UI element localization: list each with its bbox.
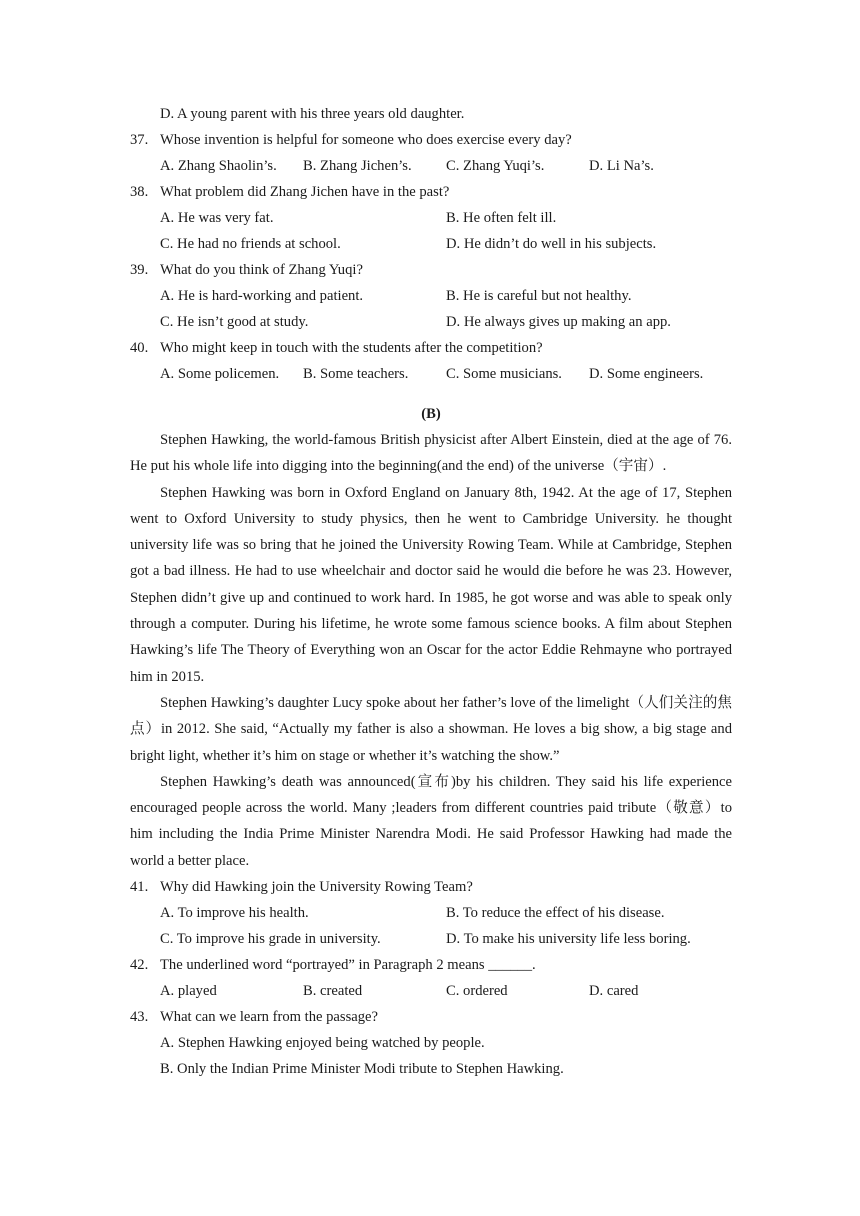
- exam-page: [130, 101, 732, 1082]
- passage-paragraph-4: Stephen Hawking’s death was announced(宣布)by his children. They said his life experience encouraged people across the world. Many ;leaders from different countries paid tribute（敬意）to him including the India Prime Minister Narendra Modi. He said Professor Hawking had made the world a better place.: [130, 773, 732, 869]
- option-c: C. ordered: [446, 983, 508, 1000]
- option-d: D. He didn’t do well in his subjects.: [446, 236, 657, 252]
- option-d: D. cared: [589, 983, 639, 1000]
- question-41-options-row1: [130, 900, 732, 926]
- question-38-options-row1: [130, 205, 732, 231]
- option-a: A. He is hard-working and patient.: [160, 288, 364, 304]
- question-number: 40.: [130, 340, 149, 356]
- question-text: What problem did Zhang Jichen have in the past?: [160, 184, 450, 200]
- option-b: B. He is careful but not healthy.: [446, 288, 632, 304]
- question-text: What can we learn from the passage?: [160, 1009, 378, 1026]
- option-c: C. Some musicians.: [446, 366, 562, 382]
- question-number: 42.: [130, 957, 149, 974]
- passage-paragraph-2: Stephen Hawking was born in Oxford England on January 8th, 1942. At the age of 17, Stephen went to Oxford University to study physics, then he went to Cambridge University. he thought university life was so bring that he joined the University Rowing Team. While at Cambridge, Stephen got a bad illness. He had to use wheelchair and doctor said he would die before he was 23. However, Stephen didn’t give up and continued to work hard. In 1985, he got worse and was able to speak only through a computer. During his lifetime, he wrote some famous science books. A film about Stephen Hawking’s life The Theory of Everything won an Oscar for the actor Eddie Rehmayne who portrayed him in 2015.: [130, 484, 732, 685]
- option-d: D. He always gives up making an app.: [446, 314, 671, 330]
- option-d: D. Li Na’s.: [589, 158, 654, 174]
- question-43: [130, 1004, 732, 1030]
- question-number: 37.: [130, 132, 149, 148]
- option-a: A. Stephen Hawking enjoyed being watched by people.: [160, 1035, 485, 1052]
- option-c: C. He had no friends at school.: [160, 236, 341, 252]
- option-b: B. Zhang Jichen’s.: [303, 158, 412, 174]
- question-number: 43.: [130, 1009, 149, 1026]
- question-text: Whose invention is helpful for someone who does exercise every day?: [160, 132, 572, 148]
- question-40-options: [130, 361, 732, 387]
- question-38-options-row2: [130, 231, 732, 257]
- question-37: [130, 127, 732, 153]
- question-number: 38.: [130, 184, 149, 200]
- option-d: D. Some engineers.: [589, 366, 704, 382]
- question-38: [130, 179, 732, 205]
- question-42-options: [130, 978, 732, 1004]
- option-a: A. To improve his health.: [160, 905, 309, 922]
- section-b-heading: (B): [421, 406, 441, 422]
- option-d: D. To make his university life less boring.: [446, 931, 691, 948]
- question-text: Who might keep in touch with the students after the competition?: [160, 340, 543, 356]
- option-b: B. Only the Indian Prime Minister Modi tribute to Stephen Hawking.: [160, 1061, 564, 1078]
- passage-paragraph-1: Stephen Hawking, the world-famous British physicist after Albert Einstein, died at the age of 76. He put his whole life into digging into the beginning(and the end) of the universe（宇宙）.: [130, 432, 732, 475]
- question-number: 41.: [130, 879, 149, 896]
- option-b: B. To reduce the effect of his disease.: [446, 905, 665, 922]
- question-39: [130, 257, 732, 283]
- question-41-options-row2: [130, 926, 732, 952]
- question-40: [130, 335, 732, 361]
- question-39-options-row1: [130, 283, 732, 309]
- option-a: A. Some policemen.: [160, 366, 280, 382]
- option-c: C. To improve his grade in university.: [160, 931, 381, 948]
- question-text: The underlined word “portrayed” in Paragraph 2 means ______.: [160, 957, 536, 974]
- question-text: What do you think of Zhang Yuqi?: [160, 262, 363, 278]
- option-b: B. Some teachers.: [303, 366, 409, 382]
- question-39-options-row2: [130, 309, 732, 335]
- passage-paragraph-3: Stephen Hawking’s daughter Lucy spoke about her father’s love of the limelight（人们关注的焦点）in 2012. She said, “Actually my father is also a showman. He loves a big show, a big stage and bright light, whether it’s him on stage or whether it’s watching the show.”: [130, 694, 732, 764]
- question-text: Why did Hawking join the University Rowing Team?: [160, 879, 473, 896]
- q36-option-d: D. A young parent with his three years old daughter.: [160, 106, 465, 122]
- question-37-options: [130, 153, 732, 179]
- option-c: C. Zhang Yuqi’s.: [446, 158, 545, 174]
- question-42: [130, 952, 732, 978]
- option-a: A. He was very fat.: [160, 210, 274, 226]
- question-number: 39.: [130, 262, 149, 278]
- option-b: B. He often felt ill.: [446, 210, 557, 226]
- option-b: B. created: [303, 983, 363, 1000]
- option-a: A. played: [160, 983, 217, 1000]
- question-41: [130, 874, 732, 900]
- option-a: A. Zhang Shaolin’s.: [160, 158, 277, 174]
- option-c: C. He isn’t good at study.: [160, 314, 309, 330]
